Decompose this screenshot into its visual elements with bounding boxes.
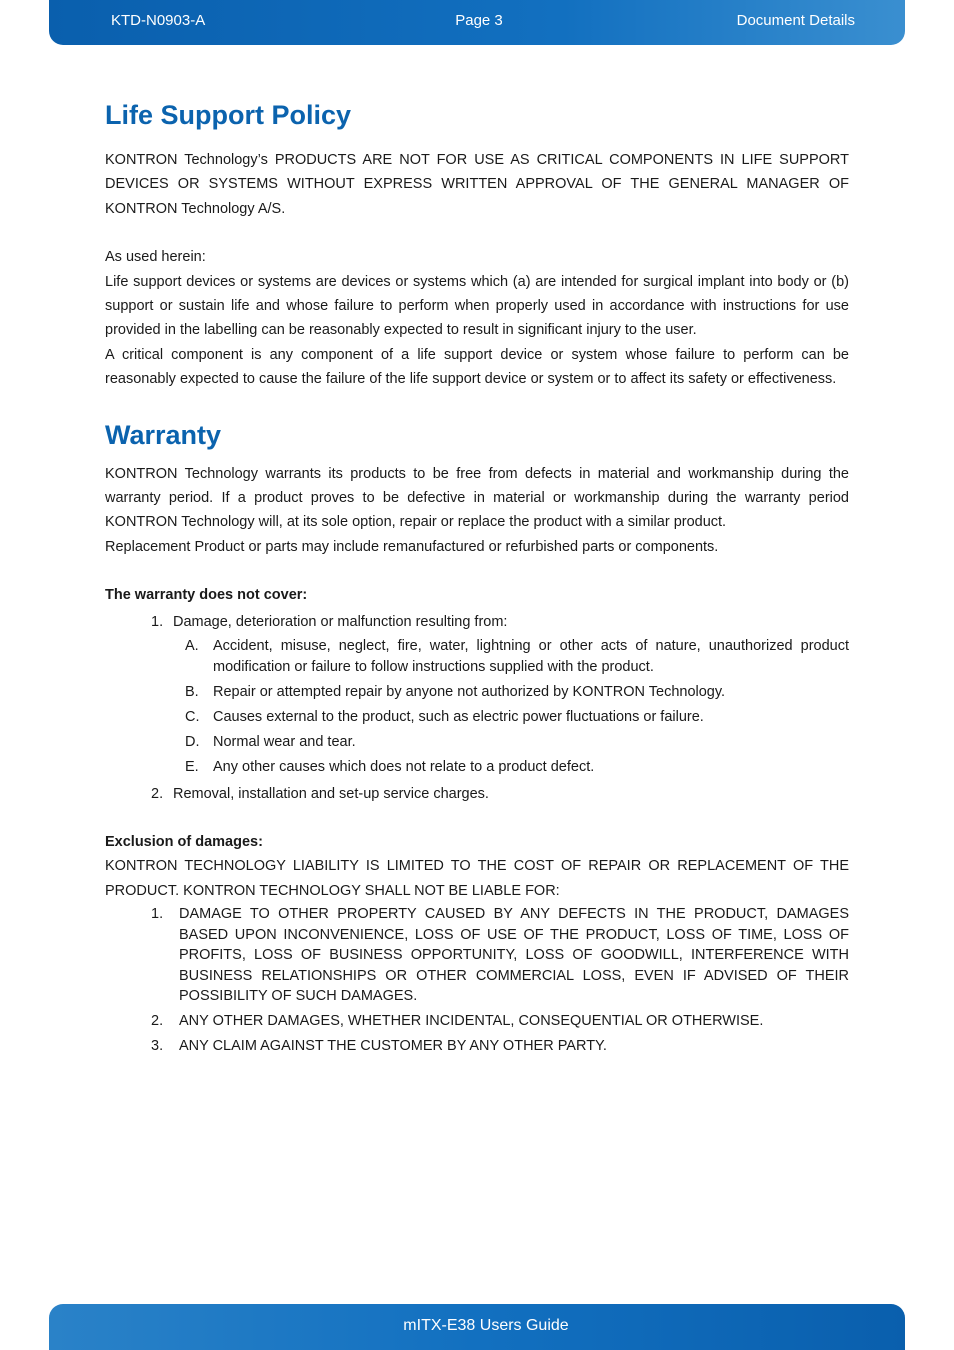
- exclusion-para: KONTRON TECHNOLOGY LIABILITY IS LIMITED TO THE COST OF REPAIR OR REPLACEMENT OF THE PRODUCT. KONTRON TECHNOLOGY SHALL NOT BE LIABLE FOR:: [105, 858, 849, 899]
- list-marker: 2.: [151, 1013, 164, 1030]
- list-item: [105, 732, 849, 753]
- guide-title: mITX-E38 Users Guide: [403, 1317, 569, 1334]
- list-marker: 3.: [151, 1038, 164, 1055]
- list-item-text: Accident, misuse, neglect, fire, water, lightning or other acts of nature, unauthorized product modification or failure to follow instructions supplied with the product.: [213, 638, 849, 675]
- list-marker: B.: [185, 683, 199, 700]
- list-item-text: DAMAGE TO OTHER PROPERTY CAUSED BY ANY DEFECTS IN THE PRODUCT, DAMAGES BASED UPON INCONVENIENCE, LOSS OF USE OF THE PRODUCT, LOSS OF TIME, LOSS OF PROFITS, LOSS OF BUSINESS OPPORTUNITY, LOSS OF GOODWILL, INTERFERENCE WITH BUSINESS RELATIONSHIPS OR OTHER COMMERCIAL LOSS, EVEN IF ADVISED OF THEIR POSSIBILITY OF SUCH DAMAGES.: [179, 906, 849, 1005]
- as-used-herein: As used herein:: [105, 249, 206, 266]
- page-footer: [49, 1304, 905, 1350]
- list-item: [105, 682, 849, 703]
- list-item: [105, 782, 849, 806]
- list-item-text: ANY OTHER DAMAGES, WHETHER INCIDENTAL, CONSEQUENTIAL OR OTHERWISE.: [179, 1013, 764, 1030]
- list-item: [105, 757, 849, 778]
- list-marker: A.: [185, 638, 199, 655]
- list-item: [105, 1011, 849, 1032]
- life-support-para-2: Life support devices or systems are devices or systems which (a) are intended for surgical implant into body or (b) support or sustain life and whose failure to perform when properly used in accordance with instructions for use provided in the labelling can be reasonably expected to result in significant injury to the user.: [105, 273, 849, 339]
- exclusion-list: [105, 904, 849, 1057]
- list-marker: 1.: [151, 613, 164, 630]
- list-item-text: Removal, installation and set-up service charges.: [173, 785, 489, 802]
- list-marker: 1.: [151, 906, 164, 923]
- life-support-para-1: KONTRON Technology’s PRODUCTS ARE NOT FOR USE AS CRITICAL COMPONENTS IN LIFE SUPPORT DEVICES OR SYSTEMS WITHOUT EXPRESS WRITTEN APPROVAL OF THE GENERAL MANAGER OF KONTRON Technology A/S.: [105, 152, 849, 217]
- list-item-text: Causes external to the product, such as electric power fluctuations or failure.: [213, 708, 704, 725]
- list-marker: D.: [185, 733, 200, 750]
- sub-list: [173, 636, 849, 777]
- list-item-text: Normal wear and tear.: [213, 733, 356, 750]
- list-item: [105, 707, 849, 728]
- list-item: [105, 610, 849, 777]
- warranty-para-1: KONTRON Technology warrants its products to be free from defects in material and workmanship during the warranty period. If a product proves to be defective in material or workmanship during the warranty period KONTRON Technology will, at its sole option, repair or replace the product with a similar product.: [105, 465, 849, 531]
- section-name: Document Details: [736, 12, 855, 29]
- list-item-text: ANY CLAIM AGAINST THE CUSTOMER BY ANY OTHER PARTY.: [179, 1038, 607, 1055]
- page-content: [105, 96, 849, 1061]
- list-item-text: Repair or attempted repair by anyone not authorized by KONTRON Technology.: [213, 683, 726, 700]
- list-item: [105, 1036, 849, 1057]
- list-item-text: Any other causes which does not relate to a product defect.: [213, 758, 595, 775]
- document-id: KTD-N0903-A: [111, 12, 206, 29]
- life-support-title: Life Support Policy: [105, 100, 352, 130]
- not-cover-heading: The warranty does not cover:: [105, 587, 308, 604]
- warranty-para-2: Replacement Product or parts may include remanufactured or refurbished parts or components.: [105, 538, 719, 555]
- warranty-title: Warranty: [105, 419, 222, 450]
- list-marker: 2.: [151, 785, 164, 802]
- page-header: [49, 0, 905, 45]
- list-marker: E.: [185, 758, 199, 775]
- not-cover-list: [105, 610, 849, 806]
- list-item-text: Damage, deterioration or malfunction resulting from:: [173, 613, 508, 630]
- life-support-para-3: A critical component is any component of a life support device or system whose failure to perform can be reasonably expected to cause the failure of the life support device or system or to affect its safety or effectiveness.: [105, 346, 849, 388]
- list-marker: C.: [185, 708, 200, 725]
- list-item: [105, 904, 849, 1007]
- list-item: [105, 636, 849, 677]
- exclusion-heading: Exclusion of damages:: [105, 834, 263, 850]
- page-number: Page 3: [455, 12, 503, 29]
